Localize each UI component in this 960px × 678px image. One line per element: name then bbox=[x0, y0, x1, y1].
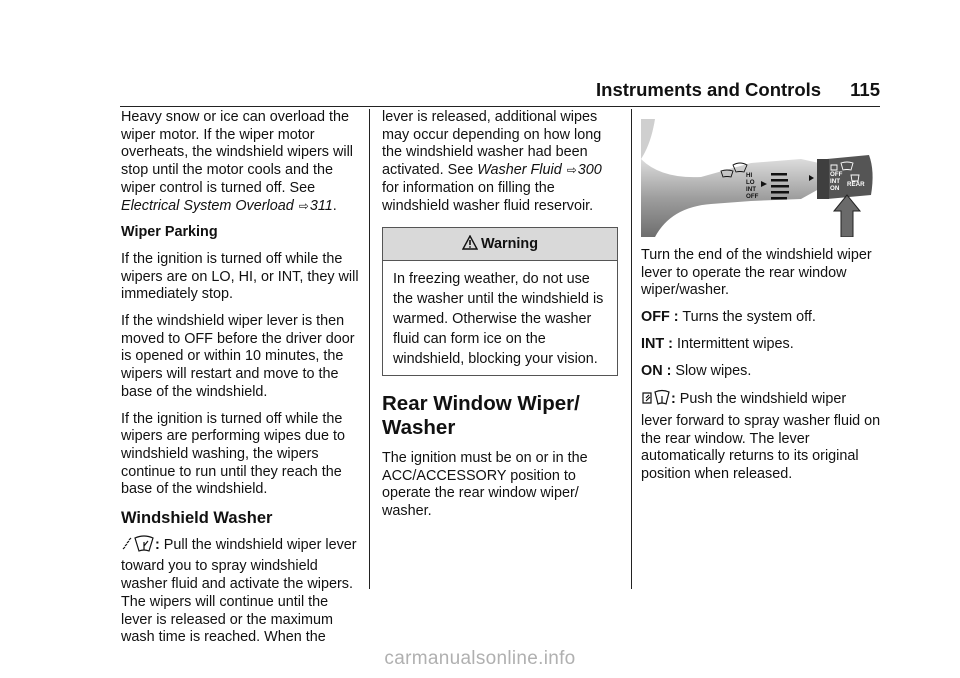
warning-header bbox=[383, 228, 617, 261]
item-rear-washer: : Push the windshield wiper lever forward to spray washer fluid on the rear window. The lever automatically returns to its original position when released. bbox=[641, 391, 881, 483]
wiper-parking-heading: Wiper Parking bbox=[121, 224, 218, 241]
lever-label-off: OFF bbox=[746, 193, 759, 200]
rear-label-on: ON bbox=[830, 185, 840, 192]
lever-label-lo: LO bbox=[746, 179, 755, 186]
column-divider-1 bbox=[369, 109, 370, 589]
item-off: OFF : Turns the system off. bbox=[641, 309, 816, 326]
windshield-washer-icon bbox=[121, 535, 155, 559]
page-ref-arrow-icon: ⇨ bbox=[566, 163, 577, 178]
watermark: carmanualsonline.info bbox=[384, 648, 576, 669]
section-title: Instruments and Controls bbox=[596, 79, 822, 100]
paragraph-ignition-rear: The ignition must be on or in the ACC/ACCESSORY position to operate the rear window wiper/ washer. bbox=[382, 449, 588, 520]
paragraph-washer: : Pull the windshield wiper lever toward you to spray windshield washer fluid and activate the wipers. The wipers will continue until the lever is released or the maximum wash time is reached. When the bbox=[121, 536, 357, 646]
paragraph-ignition-off: If the ignition is turned off while the wipers are on LO, HI, or INT, they will immediately stop. bbox=[121, 250, 359, 303]
paragraph-washer-cont: lever is released, additional wipes may occur depending on how long the windshield washer had been activated. See Washer Fluid ⇨300 for information on filling the windshield washer fluid reservoir. bbox=[382, 109, 602, 214]
paragraph-washing: If the ignition is turned off while the wipers are performing wipes due to windshield washing, the wipers continue to run until they reach the base of the windshield. bbox=[121, 410, 345, 498]
link-electrical-system-overload[interactable]: Electrical System Overload bbox=[121, 197, 294, 214]
page-ref-number[interactable]: 311 bbox=[309, 197, 333, 214]
lever-label-int: INT bbox=[746, 186, 756, 193]
link-washer-fluid[interactable]: Washer Fluid bbox=[477, 162, 562, 179]
page-ref-arrow-icon: ⇨ bbox=[298, 198, 309, 213]
rear-label-int: INT bbox=[830, 178, 840, 185]
warning-triangle-icon bbox=[462, 235, 478, 250]
paragraph-lever-off: If the windshield wiper lever is then moved to OFF before the driver door is opened or within 10 minutes, the wipers will restart and move to the base of the windshield. bbox=[121, 313, 355, 400]
lever-stem bbox=[641, 119, 655, 159]
page-header bbox=[596, 79, 880, 101]
rear-wiper-heading: Rear Window Wiper/ Washer bbox=[382, 391, 580, 439]
page-number: 115 bbox=[850, 79, 880, 100]
lever-label-hi: HI bbox=[746, 172, 753, 179]
lever-collar bbox=[817, 159, 829, 199]
rear-word: REAR bbox=[847, 181, 865, 188]
push-arrow-icon bbox=[834, 195, 860, 237]
paragraph-turn-end: Turn the end of the windshield wiper lever to operate the rear window wiper/washer. bbox=[641, 247, 872, 299]
paragraph-overload: Heavy snow or ice can overload the wiper motor. If the wiper motor overheats, the windshield wipers will stop until the motor cools and the wiper control is turned off. See Electrical System Overload ⇨311. bbox=[121, 109, 353, 214]
wiper-lever-illustration bbox=[641, 119, 876, 237]
column-2 bbox=[382, 109, 618, 530]
warning-text: In freezing weather, do not use the washer until the windshield is warmed. Otherwise the washer fluid can form ice on the windshield, blocking your vision. bbox=[393, 270, 604, 367]
warning-title: Warning bbox=[480, 236, 539, 253]
rear-label-off: OFF bbox=[830, 171, 843, 178]
column-1 bbox=[121, 109, 359, 656]
column-divider-2 bbox=[631, 109, 632, 589]
column-3 bbox=[641, 119, 881, 493]
item-on: ON : Slow wipes. bbox=[641, 362, 752, 379]
windshield-washer-heading: Windshield Washer bbox=[121, 509, 273, 528]
page-ref-number[interactable]: 300 bbox=[577, 162, 602, 179]
rear-washer-icon bbox=[641, 389, 671, 413]
item-int: INT : Intermittent wipes. bbox=[641, 335, 794, 352]
warning-box bbox=[382, 227, 618, 376]
header-divider bbox=[120, 106, 880, 107]
